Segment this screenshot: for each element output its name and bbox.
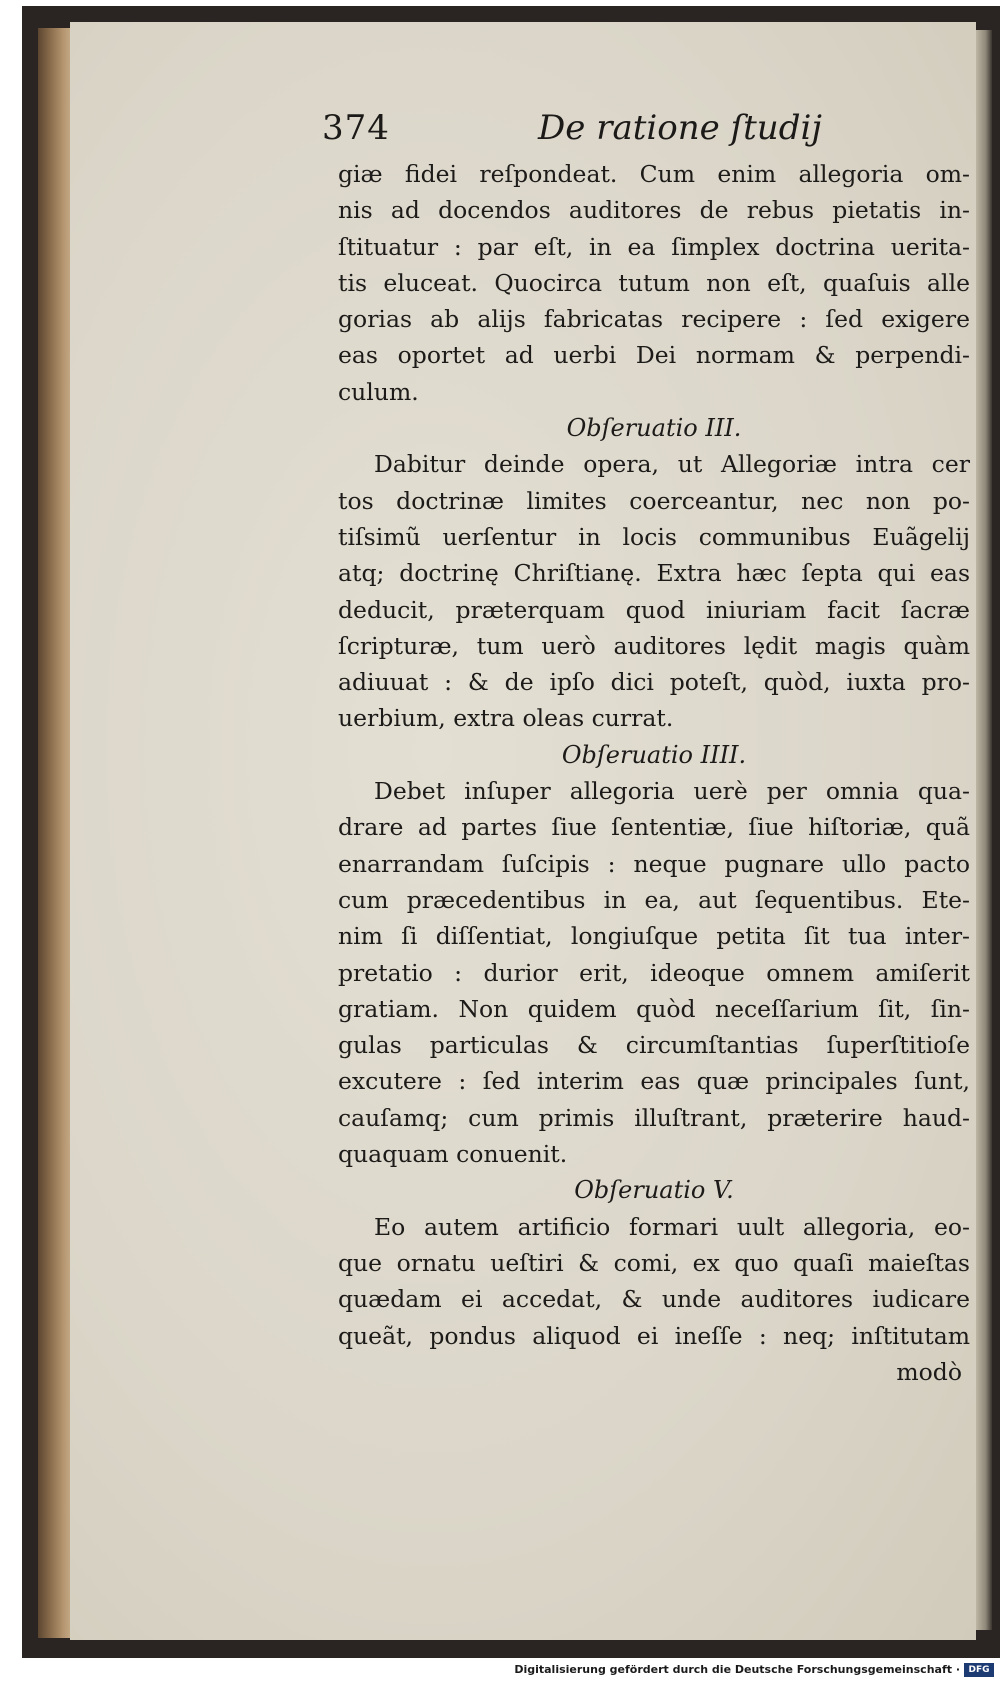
section-heading: Obſeruatio V. — [574, 1176, 734, 1205]
section-heading: Obſeruatio III. — [566, 414, 742, 443]
text-line: que ornatu ueſtiri & comi, ex quo quaſi maieſtas — [338, 1248, 970, 1277]
text-line: gulas particulas & circumſtantias ſuperſtitioſe — [338, 1031, 970, 1060]
running-title: De ratione ſtudij — [538, 108, 822, 148]
text-line: pretatio : durior erit, ideoque omnem amiſerit — [338, 958, 970, 987]
section-heading: Obſeruatio IIII. — [561, 740, 747, 769]
digitization-credit: Digitalisierung gefördert durch die Deutsche Forschungsgemeinschaft · — [514, 1663, 960, 1676]
body-text — [338, 156, 970, 1390]
book-fore-edge — [38, 28, 74, 1638]
footer-bar — [0, 1660, 1000, 1684]
text-line: enarrandam ſuſcipis : neque pugnare ullo pacto — [338, 849, 970, 878]
text-line: Eo autem artificio formari uult allegoria, eo- — [374, 1212, 970, 1241]
text-line: tis eluceat. Quocirca tutum non eſt, quaſuis alle — [338, 268, 970, 297]
text-line: cum præcedentibus in ea, aut ſequentibus. Ete- — [338, 885, 970, 914]
text-line: nim ſi diſſentiat, longiuſque petita ſit tua inter- — [338, 922, 970, 951]
text-line: drare ad partes ſiue ſententiæ, ſiue hiſtoriæ, quã — [338, 813, 970, 842]
text-line: Debet inſuper allegoria uerè per omnia qua- — [374, 777, 970, 806]
text-line: quædam ei accedat, & unde auditores iudicare — [338, 1285, 970, 1314]
text-line: deducit, præterquam quod iniuriam facit ſacræ — [338, 595, 970, 624]
text-line: tiſsimũ uerſentur in locis communibus Euãgelij — [338, 522, 970, 551]
text-line: adiuuat : & de ipſo dici poteſt, quòd, iuxta pro- — [338, 668, 970, 697]
text-line: uerbium, extra oleas currat. — [338, 704, 674, 733]
book-gutter — [976, 30, 992, 1630]
text-line: gorias ab alijs fabricatas recipere : ſed exigere — [338, 305, 970, 334]
text-line: cauſamq; cum primis illuſtrant, præterire haud- — [338, 1103, 970, 1132]
text-line: gratiam. Non quidem quòd neceſſarium ſit, ſin- — [338, 994, 970, 1023]
catchword: modò — [896, 1357, 962, 1386]
text-line: excutere : ſed interim eas quæ principales ſunt, — [338, 1067, 970, 1096]
text-line: atq; doctrinę Chriſtianę. Extra hæc ſepta qui eas — [338, 559, 970, 588]
text-line: ſcripturæ, tum uerò auditores lędit magis quàm — [338, 631, 970, 660]
text-line: tos doctrinæ limites coerceantur, nec non po- — [338, 486, 970, 515]
text-line: eas oportet ad uerbi Dei normam & perpendi- — [338, 341, 970, 370]
text-line: nis ad docendos auditores de rebus pietatis in- — [338, 196, 970, 225]
dfg-logo: DFG — [964, 1663, 994, 1677]
text-line: ſtituatur : par eſt, in ea ſimplex doctrina uerita- — [338, 232, 970, 261]
page-number: 374 — [322, 108, 390, 148]
text-line: queãt, pondus aliquod ei ineſſe : neq; inſtitutam — [338, 1321, 970, 1350]
text-line: culum. — [338, 377, 419, 406]
text-line: giæ fidei reſpondeat. Cum enim allegoria om- — [338, 160, 970, 188]
text-line: quaquam conuenit. — [338, 1140, 568, 1169]
text-line: Dabitur deinde opera, ut Allegoriæ intra cer — [374, 450, 970, 479]
